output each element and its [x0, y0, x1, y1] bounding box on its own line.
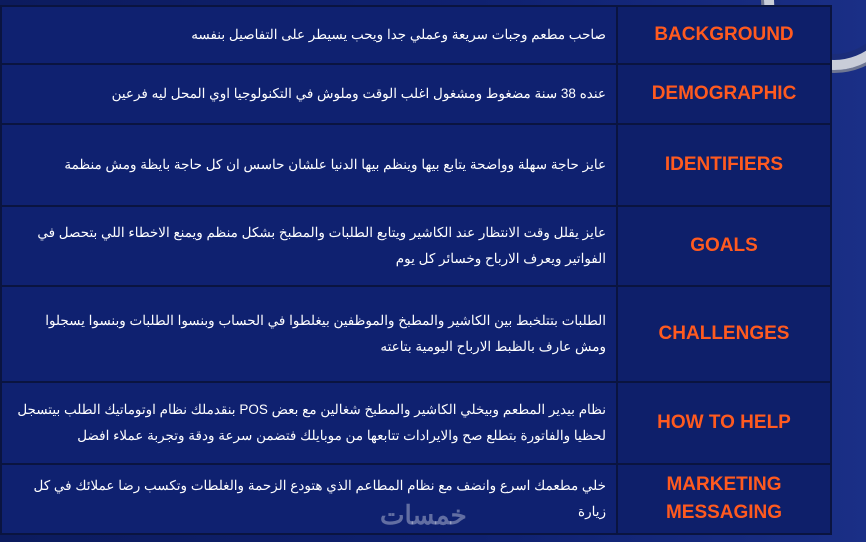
identifiers-label: IDENTIFIERS: [617, 124, 831, 206]
marketing-messaging-label: MARKETING MESSAGING: [617, 464, 831, 534]
background-label: BACKGROUND: [617, 6, 831, 64]
table-row: [1, 124, 831, 206]
table-row: [1, 64, 831, 124]
demographic-description: عنده 38 سنة مضغوط ومشغول اغلب الوقت وملوش في التكنولوجيا اوي المحل ليه فرعين: [1, 64, 617, 124]
demographic-label: DEMOGRAPHIC: [617, 64, 831, 124]
marketing-messaging-description: خلي مطعمك اسرع وانضف مع نظام المطاعم الذي هتودع الزحمة والغلطات وتكسب رضا عملائك في كل زيارة: [1, 464, 617, 534]
goals-label: GOALS: [617, 206, 831, 286]
persona-table: [0, 5, 832, 535]
challenges-label: CHALLENGES: [617, 286, 831, 382]
how-to-help-description: نظام بيدير المطعم وبيخلي الكاشير والمطبخ شغالين مع بعض POS بنقدملك نظام اوتوماتيك الطلب بيتسجل لحظيا والفاتورة بتطلع صح والايرادات تتابعها من موبايلك فتضمن سرعة ودقة وتجربة عملاء افضل: [1, 382, 617, 464]
table-row: [1, 6, 831, 64]
goals-description: عايز يقلل وقت الانتظار عند الكاشير ويتابع الطلبات والمطبخ بشكل منظم ويمنع الاخطاء اللي بتحصل في الفواتير ويعرف الارباح وخسائر كل يوم: [1, 206, 617, 286]
table-row: [1, 206, 831, 286]
challenges-description: الطلبات بتتلخبط بين الكاشير والمطبخ والموظفين بيغلطوا في الحساب وبنسوا الطلبات وبنسوا يسجلوا ومش عارف بالظبط الارباح اليومية بتاعته: [1, 286, 617, 382]
table-row: [1, 382, 831, 464]
identifiers-description: عايز حاجة سهلة وواضحة يتابع بيها وينظم بيها الدنيا علشان حاسس ان كل حاجة بايظة ومش منظمة: [1, 124, 617, 206]
background-description: صاحب مطعم وجبات سريعة وعملي جدا ويحب يسيطر على التفاصيل بنفسه: [1, 6, 617, 64]
table-row: [1, 286, 831, 382]
watermark-logo: خمسات: [380, 500, 467, 530]
how-to-help-label: HOW TO HELP: [617, 382, 831, 464]
